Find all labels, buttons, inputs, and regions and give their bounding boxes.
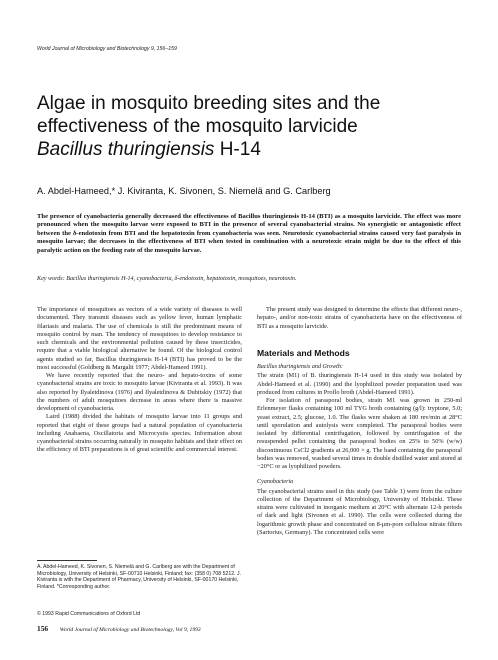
- methods-paragraph-3: The cyanobacterial strains used in this study (see Table 1) were from the culture collection of the Department of Microbiology, University of Helsinki. These strains were cultivated in inorganic medium at 20°C with alternate 12-h periods of dark and light (Sivonen et al. 1990). The cells were collected during the logarithmic growth phase and concentrated on 8-μm-pore cellulose nitrate filters (Sartorius, Germany). The concentrated cells were: [257, 487, 462, 536]
- author-affiliation-footnote: A. Abdel-Hameed, K. Sivonen, S. Niemelä and G. Carlberg are with the Department of Microbiology, University of Helsinki, SF-00710 Helsinki, Finland; fax: (358 0) 708 5212. J. Kiviranta is with the Department of Pharmacy, University of Helsinki, SF-00170 Helsinki, Finland. *Corresponding author.: [37, 564, 242, 590]
- methods-paragraph-1: The strain (M1) of B. thuringiensis H-14 used in this study was isolated by Abdel-Hameed et al. (1990) and the lyophilized powder preparation used was produced from cultures in Proflo broth (Abdel-Hameed 1991).: [257, 372, 462, 396]
- copyright-line: © 1993 Rapid Communications of Oxford Ltd: [37, 611, 141, 617]
- section-heading-methods: Materials and Methods: [257, 347, 350, 358]
- footnote-divider: [37, 560, 97, 561]
- left-column: [37, 306, 242, 455]
- right-column: [257, 306, 462, 537]
- intro-paragraph-2: We have recently reported that the neuro- and hepato-toxins of some cyanobacterial strains are toxic to mosquito larvae (Kiviranta et al. 1993). It was also reported by Ilyaletdinova (1976) and Ilyaletdinova & Dubitskiy (1972) that the numbers of adult mosquitoes decrease in areas where there is massive development of cyanobacteria.: [37, 372, 242, 412]
- keywords: Key words: Bacillus thuringiensis H-14, cyanobacteria, δ-endotoxin, hepatotoxin, mosquitoes, neurotoxin.: [37, 276, 297, 282]
- page-footer: [37, 624, 201, 633]
- intro-paragraph-3: Laird (1988) divided the habitats of mosquito larvae into 11 groups and reported that eight of these groups had a natural population of cyanobacteria including Anabaena, Oscillatoria and Microcystis species. Information about cyanobacterial strains occurring naturally in mosquito habitats and their effect on the efficiency of BTI preparations is of great scientific and commercial interest.: [37, 413, 242, 454]
- author-list: A. Abdel-Hameed,* J. Kiviranta, K. Sivonen, S. Niemelä and G. Carlberg: [37, 186, 331, 196]
- title-line-1: Algae in mosquito breeding sites and the: [37, 93, 381, 114]
- title-species-name: Bacillus thuringiensis: [37, 139, 215, 160]
- methods-paragraph-2: For isolation of parasporal bodies, strain M1 was grown in 250-ml Erlenmeyer flasks containing 100 ml TYG broth containing (g/l): tryptone, 5.0; yeast extract, 2.5; glucose, 1.0. The flasks were shaken at 180 rev/min at 28°C until sporulation and autolysis were completed. The parasporal bodies were isolated by differential centrifugation, followed by centrifugation of the resuspended pellet containing the parasporal bodies on 25% to 50% (w/w) discontinuous CsCl2 gradients at 26,000 × g. The band containing the parasporal bodies was removed, washed several times in double distilled water and stored at −20°C or as lyophilized powders.: [257, 397, 462, 470]
- title-line-2: effectiveness of the mosquito larvicide: [37, 116, 358, 137]
- article-title: [37, 92, 477, 161]
- running-header: World Journal of Microbiology and Biotechnology 9, 156–159: [37, 46, 177, 52]
- page-number: 156: [37, 624, 49, 633]
- title-strain: H-14: [214, 139, 261, 160]
- abstract: The presence of cyanobacteria generally decreased the effectiveness of Bacillus thuringiensis H-14 (BTI) as a mosquito larvicide. The effect was more pronounced when the mosquito larvae were exposed to BTI in the presence of several cyanobacterial strains. No synergistic or antagonistic effect between the δ-endotoxin from BTI and the hepatotoxin from cyanobacteria was seen. Neurotoxic cyanobacterial strains caused very fast paralysis in mosquito larvae; the decreases in the effectiveness of BTI when tested in combination with a neurotoxic strain might be due to the effect of this paralytic action on the feeding rate of the mosquito larvae.: [37, 213, 461, 254]
- subheading-bacillus: Bacillus thuringiensis and Growth:: [257, 364, 343, 370]
- title-line-3: [37, 138, 477, 161]
- intro-paragraph-4: The present study was designed to determine the effects that different neuro-, hepato-, and/or non-toxic strains of cyanobacteria have on the effectiveness of BTI as a mosquito larvicide.: [257, 306, 462, 330]
- footer-journal: World Journal of Microbiology and Biotechnology, Vol 9, 1993: [59, 627, 201, 633]
- intro-paragraph-1: The importance of mosquitoes as vectors of a wide variety of diseases is well documented. They transmit diseases such as yellow fever, human lymphatic filariasis and malaria. The use of chemicals is still the predominant means of mosquito control by man. The tendency of mosquitoes to develop resistance to such chemicals and the environmental pollution caused by these insecticides, require that a viable biological alternative be found. Of the biological control agents studied so far, Bacillus thuringiensis H-14 (BTI) has proved to be the most successful (Goldberg & Margalit 1977; Abdel-Hameed 1991).: [37, 306, 242, 371]
- subheading-cyanobacteria: Cyanobacteria: [257, 479, 294, 486]
